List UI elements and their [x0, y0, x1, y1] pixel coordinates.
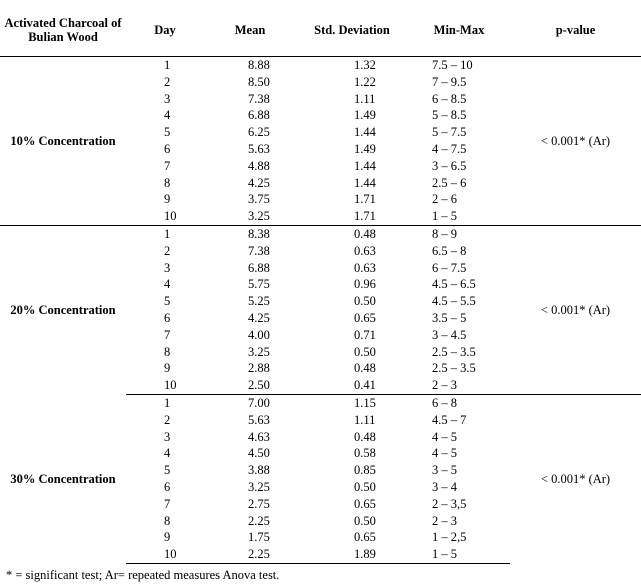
- day-cell: 4: [164, 108, 171, 123]
- day-cell: 1: [126, 394, 204, 411]
- group-10-percent: [0, 57, 641, 226]
- sd-cell: 1.32: [354, 58, 376, 72]
- mean-cell: 4.63: [248, 429, 270, 444]
- sd-cell: 1.89: [296, 546, 408, 563]
- table-row: [0, 57, 641, 74]
- sd-cell: 1.49: [354, 141, 376, 156]
- mean-cell: 2.25: [248, 513, 270, 528]
- mean-cell: 6.88: [248, 108, 270, 123]
- table-header: [0, 4, 641, 57]
- mean-cell: 2.50: [248, 378, 270, 393]
- sd-cell: 0.63: [354, 243, 376, 258]
- minmax-cell: 2 – 3: [432, 378, 457, 393]
- day-cell: 10: [164, 209, 177, 224]
- group-label: 30% Concentration: [10, 471, 116, 486]
- sd-cell: 0.65: [354, 530, 376, 545]
- minmax-cell: 6 – 8.5: [432, 91, 467, 106]
- header-group: Activated Charcoal of Bulian Wood: [4, 16, 122, 44]
- sd-cell: 0.85: [354, 463, 376, 478]
- sd-cell: 0.48: [354, 361, 376, 376]
- day-cell: 2: [164, 412, 171, 427]
- sd-cell: 0.50: [354, 513, 376, 528]
- day-cell: 1: [164, 58, 171, 72]
- day-cell: 6: [164, 479, 171, 494]
- day-cell: 3: [164, 429, 171, 444]
- minmax-cell: 6 – 8: [408, 394, 510, 411]
- pvalue-cell: < 0.001* (Ar): [510, 225, 641, 394]
- mean-cell: 5.63: [248, 412, 270, 427]
- mean-cell: 8.88: [248, 58, 270, 72]
- mean-cell: 6.88: [248, 260, 270, 275]
- group-20-percent: [0, 225, 641, 394]
- day-cell: 3: [164, 91, 171, 106]
- pvalue-cell: < 0.001* (Ar): [540, 133, 611, 148]
- group-30-percent: [0, 394, 641, 563]
- day-cell: 4: [164, 446, 171, 461]
- sd-cell: 0.65: [354, 310, 376, 325]
- mean-cell: 8.38: [204, 225, 296, 242]
- minmax-cell: 3.5 – 5: [432, 310, 467, 325]
- minmax-cell: 5 – 7.5: [432, 125, 467, 140]
- day-cell: 7: [164, 327, 171, 342]
- day-cell: 2: [164, 74, 171, 89]
- sd-cell: 0.58: [354, 446, 376, 461]
- mean-cell: 6.25: [248, 125, 270, 140]
- results-table: [0, 4, 641, 564]
- sd-cell: 1.11: [354, 412, 376, 427]
- mean-cell: 4.50: [248, 446, 270, 461]
- mean-cell: 3.75: [248, 192, 270, 207]
- header-sd: Std. Deviation: [314, 23, 390, 37]
- day-cell: 3: [164, 260, 171, 275]
- day-cell: 7: [164, 158, 171, 173]
- sd-cell: 0.50: [354, 479, 376, 494]
- mean-cell: 5.75: [248, 277, 270, 292]
- sd-cell: 0.48: [296, 225, 408, 242]
- minmax-cell: 4 – 5: [432, 446, 457, 461]
- day-cell: 9: [164, 192, 171, 207]
- sd-cell: 1.49: [354, 108, 376, 123]
- minmax-cell: 1 – 2,5: [432, 530, 467, 545]
- table-footnote: * = significant test; Ar= repeated measures Anova test.: [6, 568, 280, 582]
- sd-cell: 0.48: [354, 429, 376, 444]
- minmax-cell: 2.5 – 6: [432, 175, 467, 190]
- minmax-cell: 4.5 – 7: [432, 412, 467, 427]
- minmax-cell: 5 – 8.5: [432, 108, 467, 123]
- sd-cell: 0.41: [354, 378, 376, 393]
- day-cell: 5: [164, 294, 171, 309]
- minmax-cell: 2.5 – 3.5: [432, 344, 476, 359]
- mean-cell: 8.50: [248, 74, 270, 89]
- group-label: 20% Concentration: [0, 225, 126, 394]
- day-cell: 8: [164, 344, 171, 359]
- minmax-cell: 1 – 5: [432, 209, 457, 224]
- sd-cell: 1.44: [354, 158, 376, 173]
- mean-cell: 4.25: [248, 310, 270, 325]
- minmax-cell: 4.5 – 5.5: [432, 294, 476, 309]
- sd-cell: 0.65: [354, 496, 376, 511]
- mean-cell: 3.88: [248, 463, 270, 478]
- mean-cell: 7.38: [248, 243, 270, 258]
- mean-cell: 4.88: [248, 158, 270, 173]
- sd-cell: 0.71: [354, 327, 376, 342]
- day-cell: 10: [126, 546, 204, 563]
- day-cell: 6: [164, 310, 171, 325]
- day-cell: 9: [164, 530, 171, 545]
- mean-cell: 7.00: [204, 394, 296, 411]
- mean-cell: 3.25: [248, 209, 270, 224]
- mean-cell: 2.75: [248, 496, 270, 511]
- group-label: 10% Concentration: [10, 133, 116, 148]
- mean-cell: 4.25: [248, 175, 270, 190]
- minmax-cell: 7.5 – 10: [432, 58, 473, 72]
- day-cell: 5: [164, 463, 171, 478]
- day-cell: 6: [164, 141, 171, 156]
- mean-cell: 3.25: [248, 479, 270, 494]
- minmax-cell: 2.5 – 3.5: [432, 361, 476, 376]
- minmax-cell: 2 – 6: [432, 192, 457, 207]
- header-day: Day: [154, 23, 176, 37]
- sd-cell: 1.44: [354, 125, 376, 140]
- sd-cell: 1.71: [354, 209, 376, 224]
- day-cell: 8: [164, 513, 171, 528]
- day-cell: 1: [126, 225, 204, 242]
- sd-cell: 0.96: [354, 277, 376, 292]
- minmax-cell: 3 – 5: [432, 463, 457, 478]
- day-cell: 8: [164, 175, 171, 190]
- header-minmax: Min-Max: [433, 23, 485, 37]
- minmax-cell: 2 – 3,5: [432, 496, 467, 511]
- minmax-cell: 4 – 5: [432, 429, 457, 444]
- header-mean: Mean: [234, 23, 266, 37]
- day-cell: 2: [164, 243, 171, 258]
- day-cell: 7: [164, 496, 171, 511]
- sd-cell: 1.22: [354, 74, 376, 89]
- mean-cell: 5.25: [248, 294, 270, 309]
- header-pvalue: p-value: [555, 23, 596, 37]
- mean-cell: 7.38: [248, 91, 270, 106]
- mean-cell: 3.25: [248, 344, 270, 359]
- minmax-cell: 3 – 4: [432, 479, 457, 494]
- day-cell: 10: [164, 378, 177, 393]
- sd-cell: 0.50: [354, 344, 376, 359]
- sd-cell: 1.15: [296, 394, 408, 411]
- minmax-cell: 4 – 7.5: [432, 141, 467, 156]
- sd-cell: 1.44: [354, 175, 376, 190]
- pvalue-cell: < 0.001* (Ar): [510, 394, 641, 563]
- sd-cell: 0.50: [354, 294, 376, 309]
- minmax-cell: 2 – 3: [432, 513, 457, 528]
- mean-cell: 5.63: [248, 141, 270, 156]
- day-cell: 9: [164, 361, 171, 376]
- day-cell: 5: [164, 125, 171, 140]
- minmax-cell: 6 – 7.5: [432, 260, 467, 275]
- mean-cell: 2.88: [248, 361, 270, 376]
- table-row: [0, 225, 641, 242]
- minmax-cell: 3 – 6.5: [432, 158, 467, 173]
- minmax-cell: 6.5 – 8: [432, 243, 467, 258]
- mean-cell: 2.25: [204, 546, 296, 563]
- day-cell: 4: [164, 277, 171, 292]
- table-row: [0, 394, 641, 411]
- minmax-cell: 1 – 5: [408, 546, 510, 563]
- minmax-cell: 7 – 9.5: [432, 74, 467, 89]
- sd-cell: 1.11: [354, 91, 376, 106]
- sd-cell: 0.63: [354, 260, 376, 275]
- mean-cell: 4.00: [248, 327, 270, 342]
- mean-cell: 1.75: [248, 530, 270, 545]
- minmax-cell: 3 – 4.5: [432, 327, 467, 342]
- sd-cell: 1.71: [354, 192, 376, 207]
- minmax-cell: 8 – 9: [408, 225, 510, 242]
- minmax-cell: 4.5 – 6.5: [432, 277, 476, 292]
